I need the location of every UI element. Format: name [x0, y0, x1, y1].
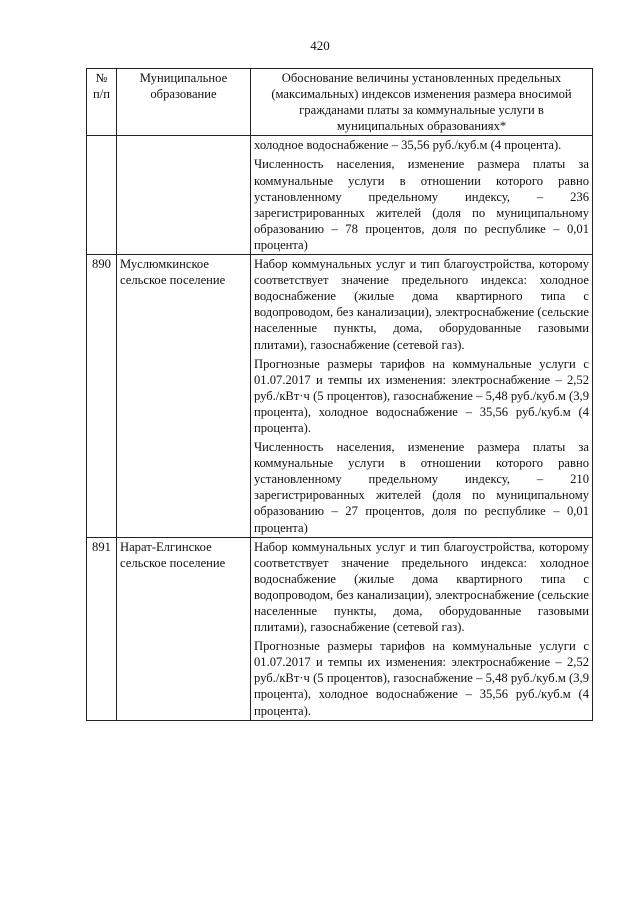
table-row — [87, 136, 593, 255]
row-number: 891 — [87, 537, 117, 720]
row-justification — [251, 537, 593, 720]
justification-paragraph: Прогнозные размеры тарифов на коммунальные услуги с 01.07.2017 и темпы их изменения: электроснабжение – 2,52 руб./кВт·ч (5 процентов), газоснабжение – 5,48 руб./куб.м (3,9 процента), холодное водоснабжение – 35,56 руб./куб.м (4 процента). — [254, 356, 589, 435]
justification-paragraph: Набор коммунальных услуг и тип благоустройства, которому соответствует значение предельного индекса: холодное водоснабжение (жилые дома квартирного типа с водопроводом, без канализации), электроснабжение (сельские населенные пункты, дома, оборудованные газовыми плитами), газоснабжение (сетевой газ). — [254, 257, 589, 352]
table-header-row — [87, 69, 593, 136]
justification-paragraph: холодное водоснабжение – 35,56 руб./куб.м (4 процента). — [254, 138, 562, 153]
row-number: 890 — [87, 255, 117, 538]
justification-paragraph: Набор коммунальных услуг и тип благоустройства, которому соответствует значение предельного индекса: холодное водоснабжение (жилые дома квартирного типа с водопроводом, без канализации), электроснабжение (сельские населенные пункты, дома, оборудованные газовыми плитами), газоснабжение (сетевой газ). — [254, 539, 589, 635]
row-municipality: Муслюмкинское сельское поселение — [117, 255, 251, 538]
row-justification — [251, 255, 593, 538]
row-municipality — [117, 136, 251, 255]
justification-paragraph: Численность населения, изменение размера платы за коммунальные услуги в отношении которого равно установленному предельному индексу, – 210 зарегистрированных жителей (доля по муниципальному образованию – 27 процентов, доля по республике – 0,01 процента) — [254, 440, 589, 535]
header-municipality: Муниципальное образование — [117, 69, 251, 136]
table-row — [87, 255, 593, 538]
header-justification: Обоснование величины установленных предельных (максимальных) индексов изменения размера вносимой гражданами платы за коммунальные услуги в муниципальных образованиях* — [251, 69, 593, 136]
header-number: № п/п — [87, 69, 117, 136]
row-number — [87, 136, 117, 255]
justification-paragraph: Численность населения, изменение размера платы за коммунальные услуги в отношении которого равно установленному предельному индексу, – 236 зарегистрированных жителей (доля по муниципальному образованию – 78 процентов, доля по республике – 0,01 процента) — [254, 157, 589, 252]
table-row — [87, 537, 593, 720]
row-justification — [251, 136, 593, 255]
justification-paragraph: Прогнозные размеры тарифов на коммунальные услуги с 01.07.2017 и темпы их изменения: электроснабжение – 2,52 руб./кВт·ч (5 процентов), газоснабжение – 5,48 руб./куб.м (3,9 процента), холодное водоснабжение – 35,56 руб./куб.м (4 процента). — [254, 639, 589, 718]
page-number: 420 — [310, 38, 330, 53]
tariff-index-table — [86, 68, 593, 721]
row-municipality: Нарат-Елгинское сельское поселение — [117, 537, 251, 720]
